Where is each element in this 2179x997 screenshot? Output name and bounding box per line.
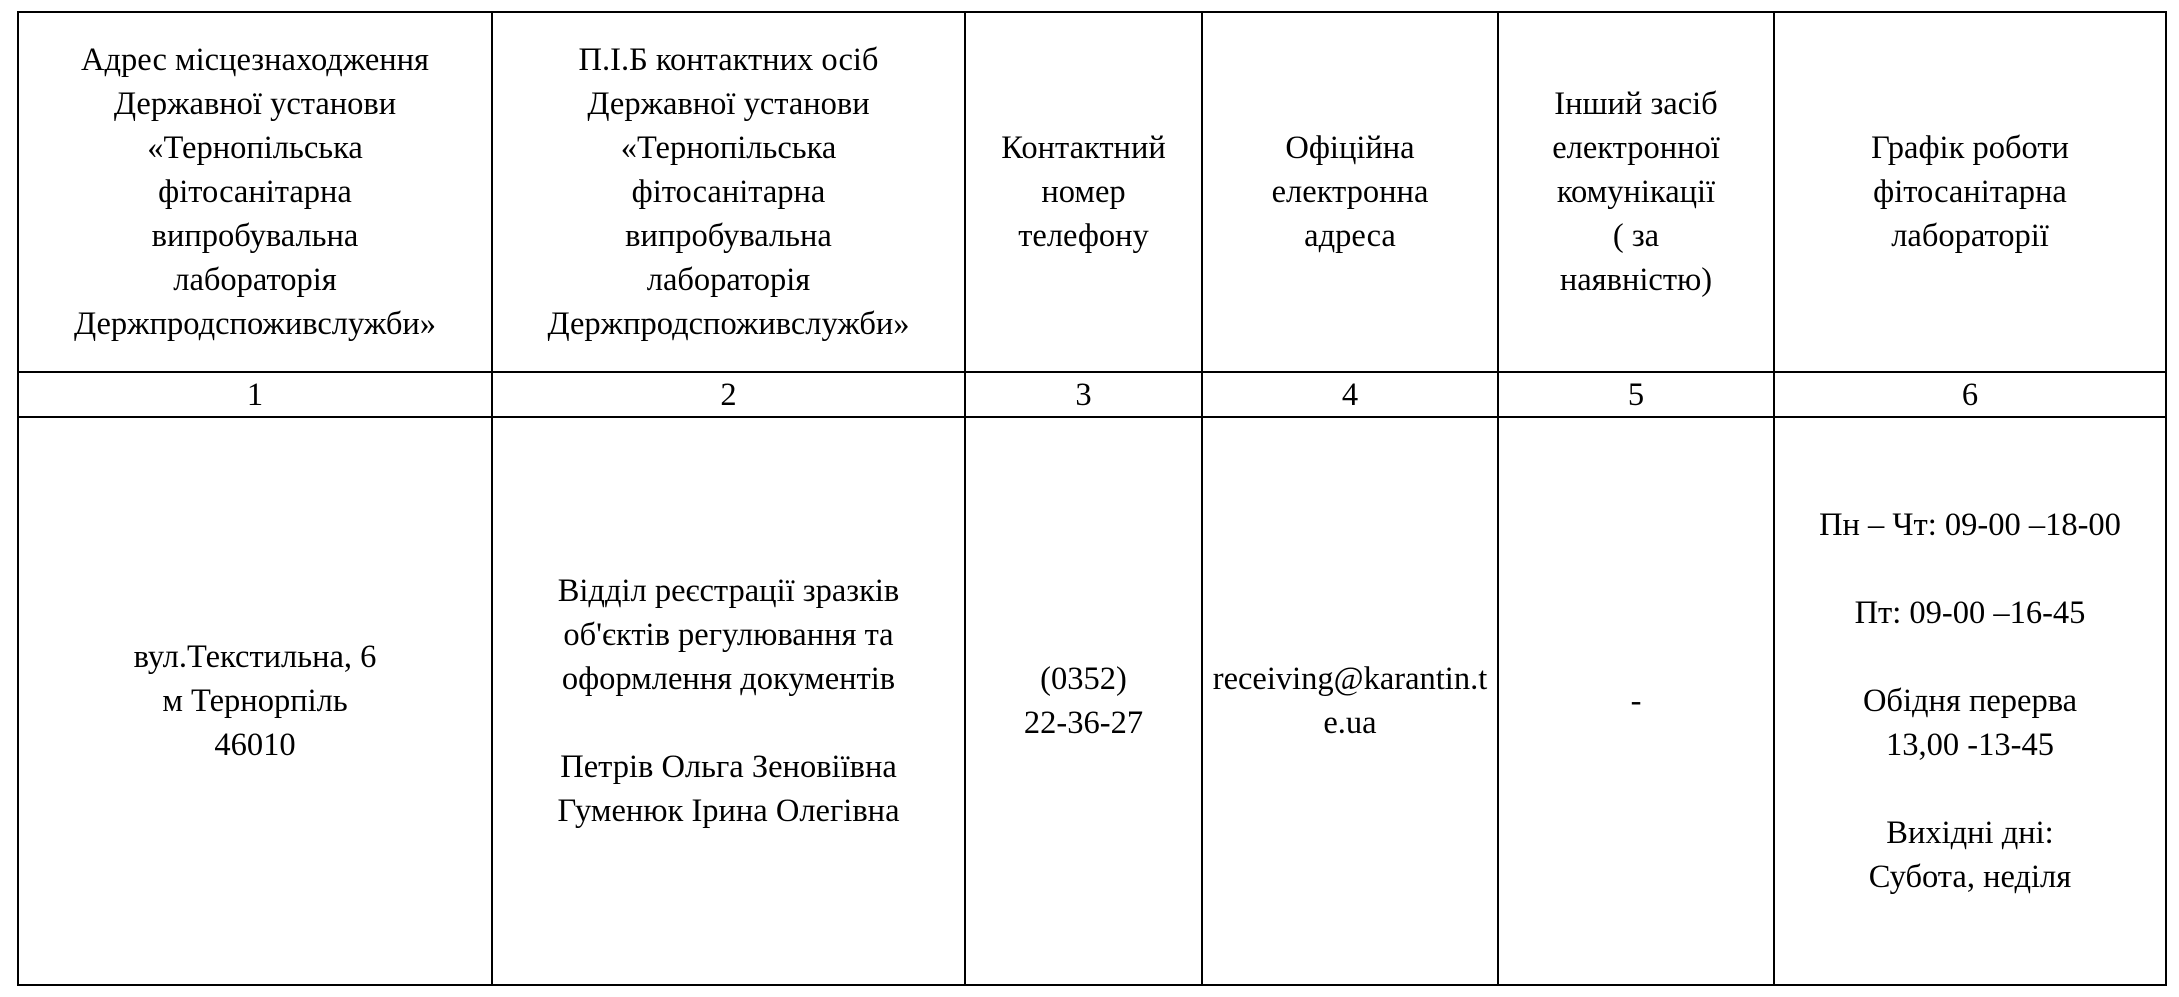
header-text-line: випробувальна: [151, 218, 359, 254]
header-text-line: Інший засіб: [1554, 86, 1718, 122]
phone-number: 22-36-27: [1023, 705, 1144, 741]
schedule-cell: [1774, 417, 2166, 985]
header-text-line: Держпродспоживслужби»: [547, 306, 910, 342]
header-text-line: електронної: [1552, 130, 1720, 166]
address-cell: [18, 417, 492, 985]
header-schedule: [1774, 12, 2166, 372]
schedule-weekend-label: Вихідні дні:: [1886, 815, 2054, 851]
phone-area-code: (0352): [1040, 661, 1127, 697]
contacts-table: [17, 11, 2167, 986]
address-street: вул.Текстильна, 6: [133, 639, 377, 675]
email-address: receiving@karantin.te.ua: [1212, 661, 1488, 741]
header-text-line: фітосанітарна: [631, 174, 826, 210]
schedule-lunch-time: 13,00 -13-45: [1886, 727, 2054, 763]
header-text-line: номер: [1041, 174, 1126, 210]
header-text-line: лабораторії: [1891, 218, 2049, 254]
other-communication-cell: [1498, 417, 1774, 985]
header-text-line: комунікації: [1556, 174, 1716, 210]
address-postcode: 46010: [214, 727, 296, 763]
column-number: 3: [965, 372, 1202, 417]
header-text-line: «Тернопільська: [620, 130, 837, 166]
header-text-line: Офіційна: [1285, 130, 1415, 166]
header-text-line: Державної установи: [587, 86, 870, 122]
schedule-lunch-label: Обідня перерва: [1862, 683, 2078, 719]
other-communication-value: -: [1630, 683, 1642, 719]
schedule-weekend-days: Субота, неділя: [1868, 859, 2072, 895]
header-text-line: наявністю): [1559, 262, 1713, 298]
schedule-friday: Пт: 09-00 –16-45: [1854, 595, 2086, 631]
header-text-line: Графік роботи: [1871, 130, 2069, 166]
phone-cell: [965, 417, 1202, 985]
spacer: [1781, 635, 2159, 679]
column-number: 6: [1774, 372, 2166, 417]
header-text-line: лабораторія: [173, 262, 337, 298]
header-text-line: адреса: [1304, 218, 1396, 254]
header-address: [18, 12, 492, 372]
header-text-line: «Тернопільська: [147, 130, 363, 166]
spacer: [1781, 767, 2159, 811]
header-text-line: Контактний: [1001, 130, 1166, 166]
spacer: [1781, 547, 2159, 591]
column-number: 5: [1498, 372, 1774, 417]
column-number: 2: [492, 372, 965, 417]
header-text-line: ( за: [1612, 218, 1660, 254]
header-text-line: Держпродспоживслужби»: [73, 306, 437, 342]
header-text-line: П.І.Б контактних осіб: [578, 42, 879, 78]
column-number: 1: [18, 372, 492, 417]
email-cell: [1202, 417, 1498, 985]
header-other-communication: [1498, 12, 1774, 372]
department-line: об'єктів регулювання та: [563, 617, 894, 653]
address-city: м Тернорпіль: [162, 683, 348, 719]
header-text-line: електронна: [1271, 174, 1429, 210]
header-text-line: фітосанітарна: [1873, 174, 2067, 210]
header-text-line: лабораторія: [646, 262, 811, 298]
contact-persons-cell: [492, 417, 965, 985]
header-text-line: Державної установи: [113, 86, 397, 122]
header-text-line: випробувальна: [625, 218, 832, 254]
contact-person-name: Гуменюк Ірина Олегівна: [557, 793, 900, 829]
column-number-row: [18, 372, 2166, 417]
department-line: Відділ реєстрації зразків: [557, 573, 900, 609]
schedule-weekdays: Пн – Чт: 09-00 –18-00: [1819, 507, 2121, 543]
table-header-row: [18, 12, 2166, 372]
column-number: 4: [1202, 372, 1498, 417]
table-row: [18, 417, 2166, 985]
header-contact-persons: [492, 12, 965, 372]
contact-person-name: Петрів Ольга Зеновіївна: [560, 749, 897, 785]
department-line: оформлення документів: [561, 661, 896, 697]
header-text-line: Адрес місцезнаходження: [81, 42, 429, 78]
header-text-line: телефону: [1018, 218, 1149, 254]
spacer: [499, 701, 958, 745]
header-text-line: фітосанітарна: [158, 174, 352, 210]
header-phone: [965, 12, 1202, 372]
header-email: [1202, 12, 1498, 372]
